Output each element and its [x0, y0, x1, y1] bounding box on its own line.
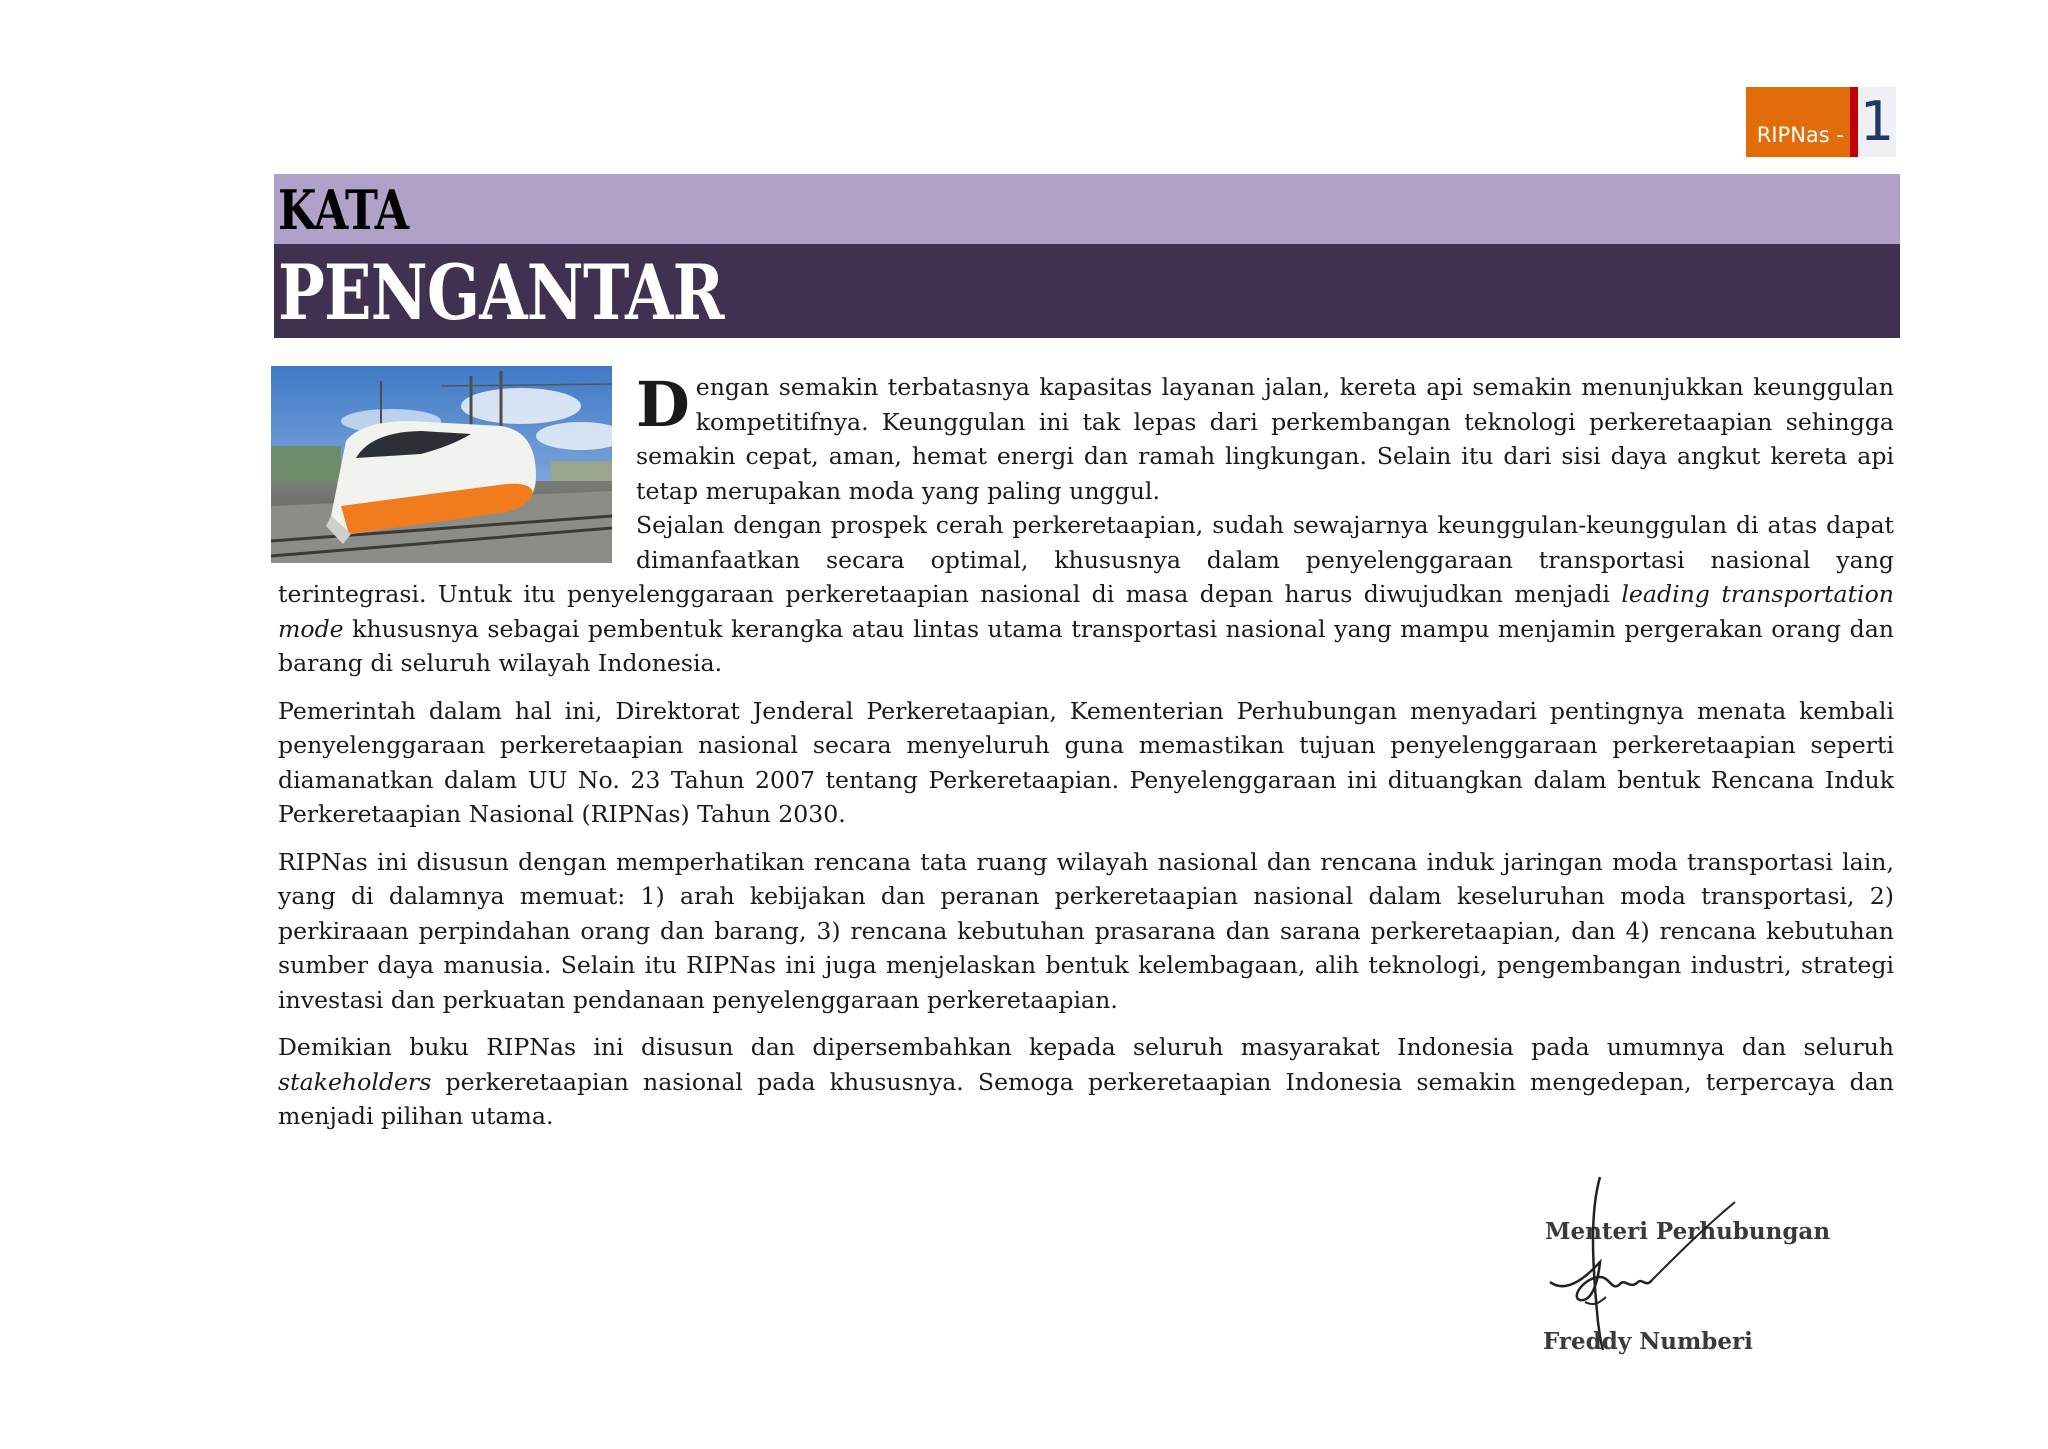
paragraph-4: RIPNas ini disusun dengan memperhatikan rencana tata ruang wilayah nasional dan rencana induk jaringan moda transportasi lain, yang di dalamnya memuat: 1) arah kebijakan dan peranan perkeretaapian nasional dalam keseluruhan moda transportasi, 2) perkiraaan perpindahan orang dan barang, 3) rencana kebutuhan prasarana dan sarana perkeretaapian, dan 4) rencana kebutuhan sumber daya manusia. Selain itu RIPNas ini juga menjelaskan bentuk kelembagaan, alih teknologi, pengembangan industri, strategi investasi dan perkuatan pendanaan penyelenggaraan perkeretaapian. — [278, 847, 1894, 1014]
page-title-line1: KATA — [278, 178, 409, 242]
page-number-tag — [1746, 87, 1896, 157]
photo-spacer — [278, 370, 636, 560]
page-title-line2: PENGANTAR — [278, 248, 724, 337]
drop-cap: D — [636, 368, 690, 441]
paragraph-3: Pemerintah dalam hal ini, Direktorat Jenderal Perkeretaapian, Kementerian Perhubungan menyadari pentingnya menata kembali penyelenggaraan perkeretaapian nasional secara menyeluruh guna memastikan tujuan penyelenggaraan perkeretaapian seperti diamanatkan dalam UU No. 23 Tahun 2007 tentang Perkeretaapian. Penyelenggaraan ini dituangkan dalam bentuk Rencana Induk Perkeretaapian Nasional (RIPNas) Tahun 2030. — [278, 696, 1894, 828]
foreword-body — [278, 370, 1894, 1147]
paragraph-1 — [278, 370, 1894, 508]
page-tag-label: RIPNas - — [1746, 87, 1850, 157]
paragraph-5 — [278, 1030, 1894, 1134]
paragraph-1-text: engan semakin terbatasnya kapasitas layanan jalan, kereta api semakin menunjukkan keunggulan kompetitifnya. Keunggulan ini tak lepas dari perkembangan teknologi perkeretaapian sehingga semakin cepat, aman, hemat energi dan ramah lingkungan. Selain itu dari sisi daya angkut kereta api tetap merupakan moda yang paling unggul. — [636, 373, 1894, 505]
signatory-title: Menteri Perhubungan — [1545, 1218, 1831, 1245]
page-number: 1 — [1858, 87, 1896, 157]
page-tag-divider — [1850, 87, 1858, 157]
paragraph-2-text-a: Sejalan dengan prospek cerah perkeretaapian, sudah sewajarnya keunggulan-keunggulan di atas dapat dimanfaatkan secara optimal, khususnya dalam penyelenggaraan transportasi nasional yang terintegrasi. Untuk itu penyelenggaraan perkeretaapian nasional di masa depan harus diwujudkan menjadi — [278, 511, 1894, 608]
paragraph-5-italic: stakeholders — [278, 1067, 432, 1096]
signatory-name: Freddy Numberi — [1543, 1328, 1753, 1355]
paragraph-5-text-a: Demikian buku RIPNas ini disusun dan dipersembahkan kepada seluruh masyarakat Indonesia pada umumnya dan seluruh — [278, 1033, 1894, 1061]
paragraph-2-italic: leading transportation mode — [278, 580, 1895, 643]
title-band-light — [274, 174, 1900, 244]
paragraph-5-text-b: perkeretaapian nasional pada khususnya. Semoga perkeretaapian Indonesia semakin mengedepan, terpercaya dan menjadi pilihan utama. — [278, 1067, 1894, 1130]
paragraph-2-text-b: khususnya sebagai pembentuk kerangka atau lintas utama transportasi nasional yang mampu menjamin pergerakan orang dan barang di seluruh wilayah Indonesia. — [278, 614, 1895, 677]
